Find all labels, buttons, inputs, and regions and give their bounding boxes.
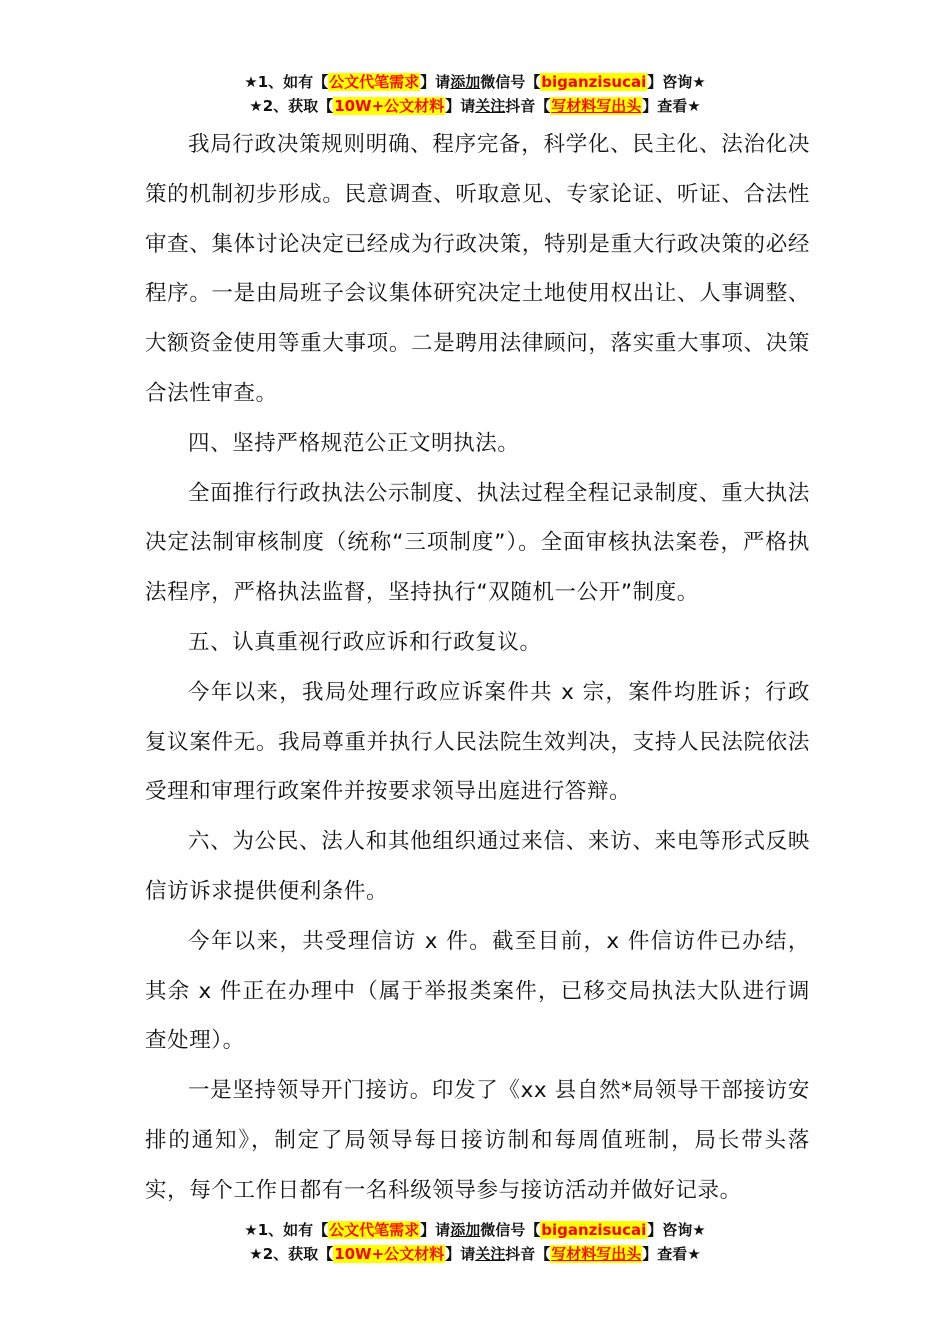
banner-text: 抖音【 xyxy=(505,1245,551,1263)
section-heading: 四、坚持严格规范公正文明执法。 xyxy=(188,430,520,456)
banner-text: 】查看★ xyxy=(642,97,701,115)
banner-text: 微信号【 xyxy=(480,73,541,91)
banner-text: 】咨询★ xyxy=(647,73,706,91)
paragraph: 今年以来，共受理信访 x 件。截至目前，x 件信访件已办结，其余 x 件正在办理中（属于举报类案件，已移交局执法大队进行调查处理）。 xyxy=(145,928,810,1054)
banner-text: 】请 xyxy=(420,1221,451,1239)
banner-highlight: 公文代笔需求 xyxy=(329,1221,420,1239)
banner-highlight: biganzisucai xyxy=(541,73,647,91)
banner-line-2 xyxy=(0,1242,950,1266)
banner-underline-text: 添加 xyxy=(450,73,481,91)
banner-highlight: 写材料写出头 xyxy=(551,97,642,115)
banner-text: 】查看★ xyxy=(642,1245,701,1263)
banner-line-1 xyxy=(0,1218,950,1242)
banner-underline-text: 关注 xyxy=(475,97,506,115)
banner-line-2 xyxy=(0,94,950,118)
banner-text: ★1、如有【 xyxy=(244,1221,329,1239)
banner-highlight: biganzisucai xyxy=(541,1221,647,1239)
banner-highlight: 10W+公文材料 xyxy=(334,97,445,115)
banner-text: ★2、获取【 xyxy=(249,1245,334,1263)
banner-text: ★2、获取【 xyxy=(249,97,334,115)
section-heading: 六、为公民、法人和其他组织通过来信、来访、来电等形式反映信访诉求提供便利条件。 xyxy=(145,829,810,904)
banner-text: 抖音【 xyxy=(505,97,551,115)
banner-underline-text: 添加 xyxy=(450,1221,481,1239)
banner-text: 】咨询★ xyxy=(647,1221,706,1239)
banner-highlight: 公文代笔需求 xyxy=(329,73,420,91)
banner-text: 】请 xyxy=(420,73,451,91)
banner-underline-text: 关注 xyxy=(475,1245,506,1263)
banner-highlight: 10W+公文材料 xyxy=(334,1245,445,1263)
section-heading: 五、认真重视行政应诉和行政复议。 xyxy=(188,629,542,655)
header-banner xyxy=(0,70,950,118)
paragraph: 我局行政决策规则明确、程序完备，科学化、民主化、法治化决策的机制初步形成。民意调查、听取意见、专家论证、听证、合法性审查、集体讨论决定已经成为行政决策，特别是重大行政决策的必经程序。一是由局班子会议集体研究决定土地使用权出让、人事调整、大额资金使用等重大事项。二是聘用法律顾问，落实重大事项、决策合法性审查。 xyxy=(145,132,810,406)
banner-line-1 xyxy=(0,70,950,94)
banner-text: ★1、如有【 xyxy=(244,73,329,91)
paragraph: 今年以来，我局处理行政应诉案件共 x 宗，案件均胜诉；行政复议案件无。我局尊重并执行人民法院生效判决，支持人民法院依法受理和审理行政案件并按要求领导出庭进行答辩。 xyxy=(145,679,810,805)
document-body xyxy=(145,120,810,1216)
footer-banner xyxy=(0,1218,950,1266)
paragraph: 全面推行行政执法公示制度、执法过程全程记录制度、重大执法决定法制审核制度（统称“三项制度”）。全面审核执法案卷，严格执法程序，严格执法监督，坚持执行“双随机一公开”制度。 xyxy=(145,480,810,606)
paragraph: 一是坚持领导开门接访。印发了《xx 县自然*局领导干部接访安排的通知》，制定了局领导每日接访制和每周值班制，局长带头落实，每个工作日都有一名科级领导参与接访活动并做好记录。 xyxy=(145,1078,810,1203)
banner-text: 】请 xyxy=(445,97,476,115)
banner-text: 】请 xyxy=(445,1245,476,1263)
banner-text: 微信号【 xyxy=(480,1221,541,1239)
banner-highlight: 写材料写出头 xyxy=(551,1245,642,1263)
